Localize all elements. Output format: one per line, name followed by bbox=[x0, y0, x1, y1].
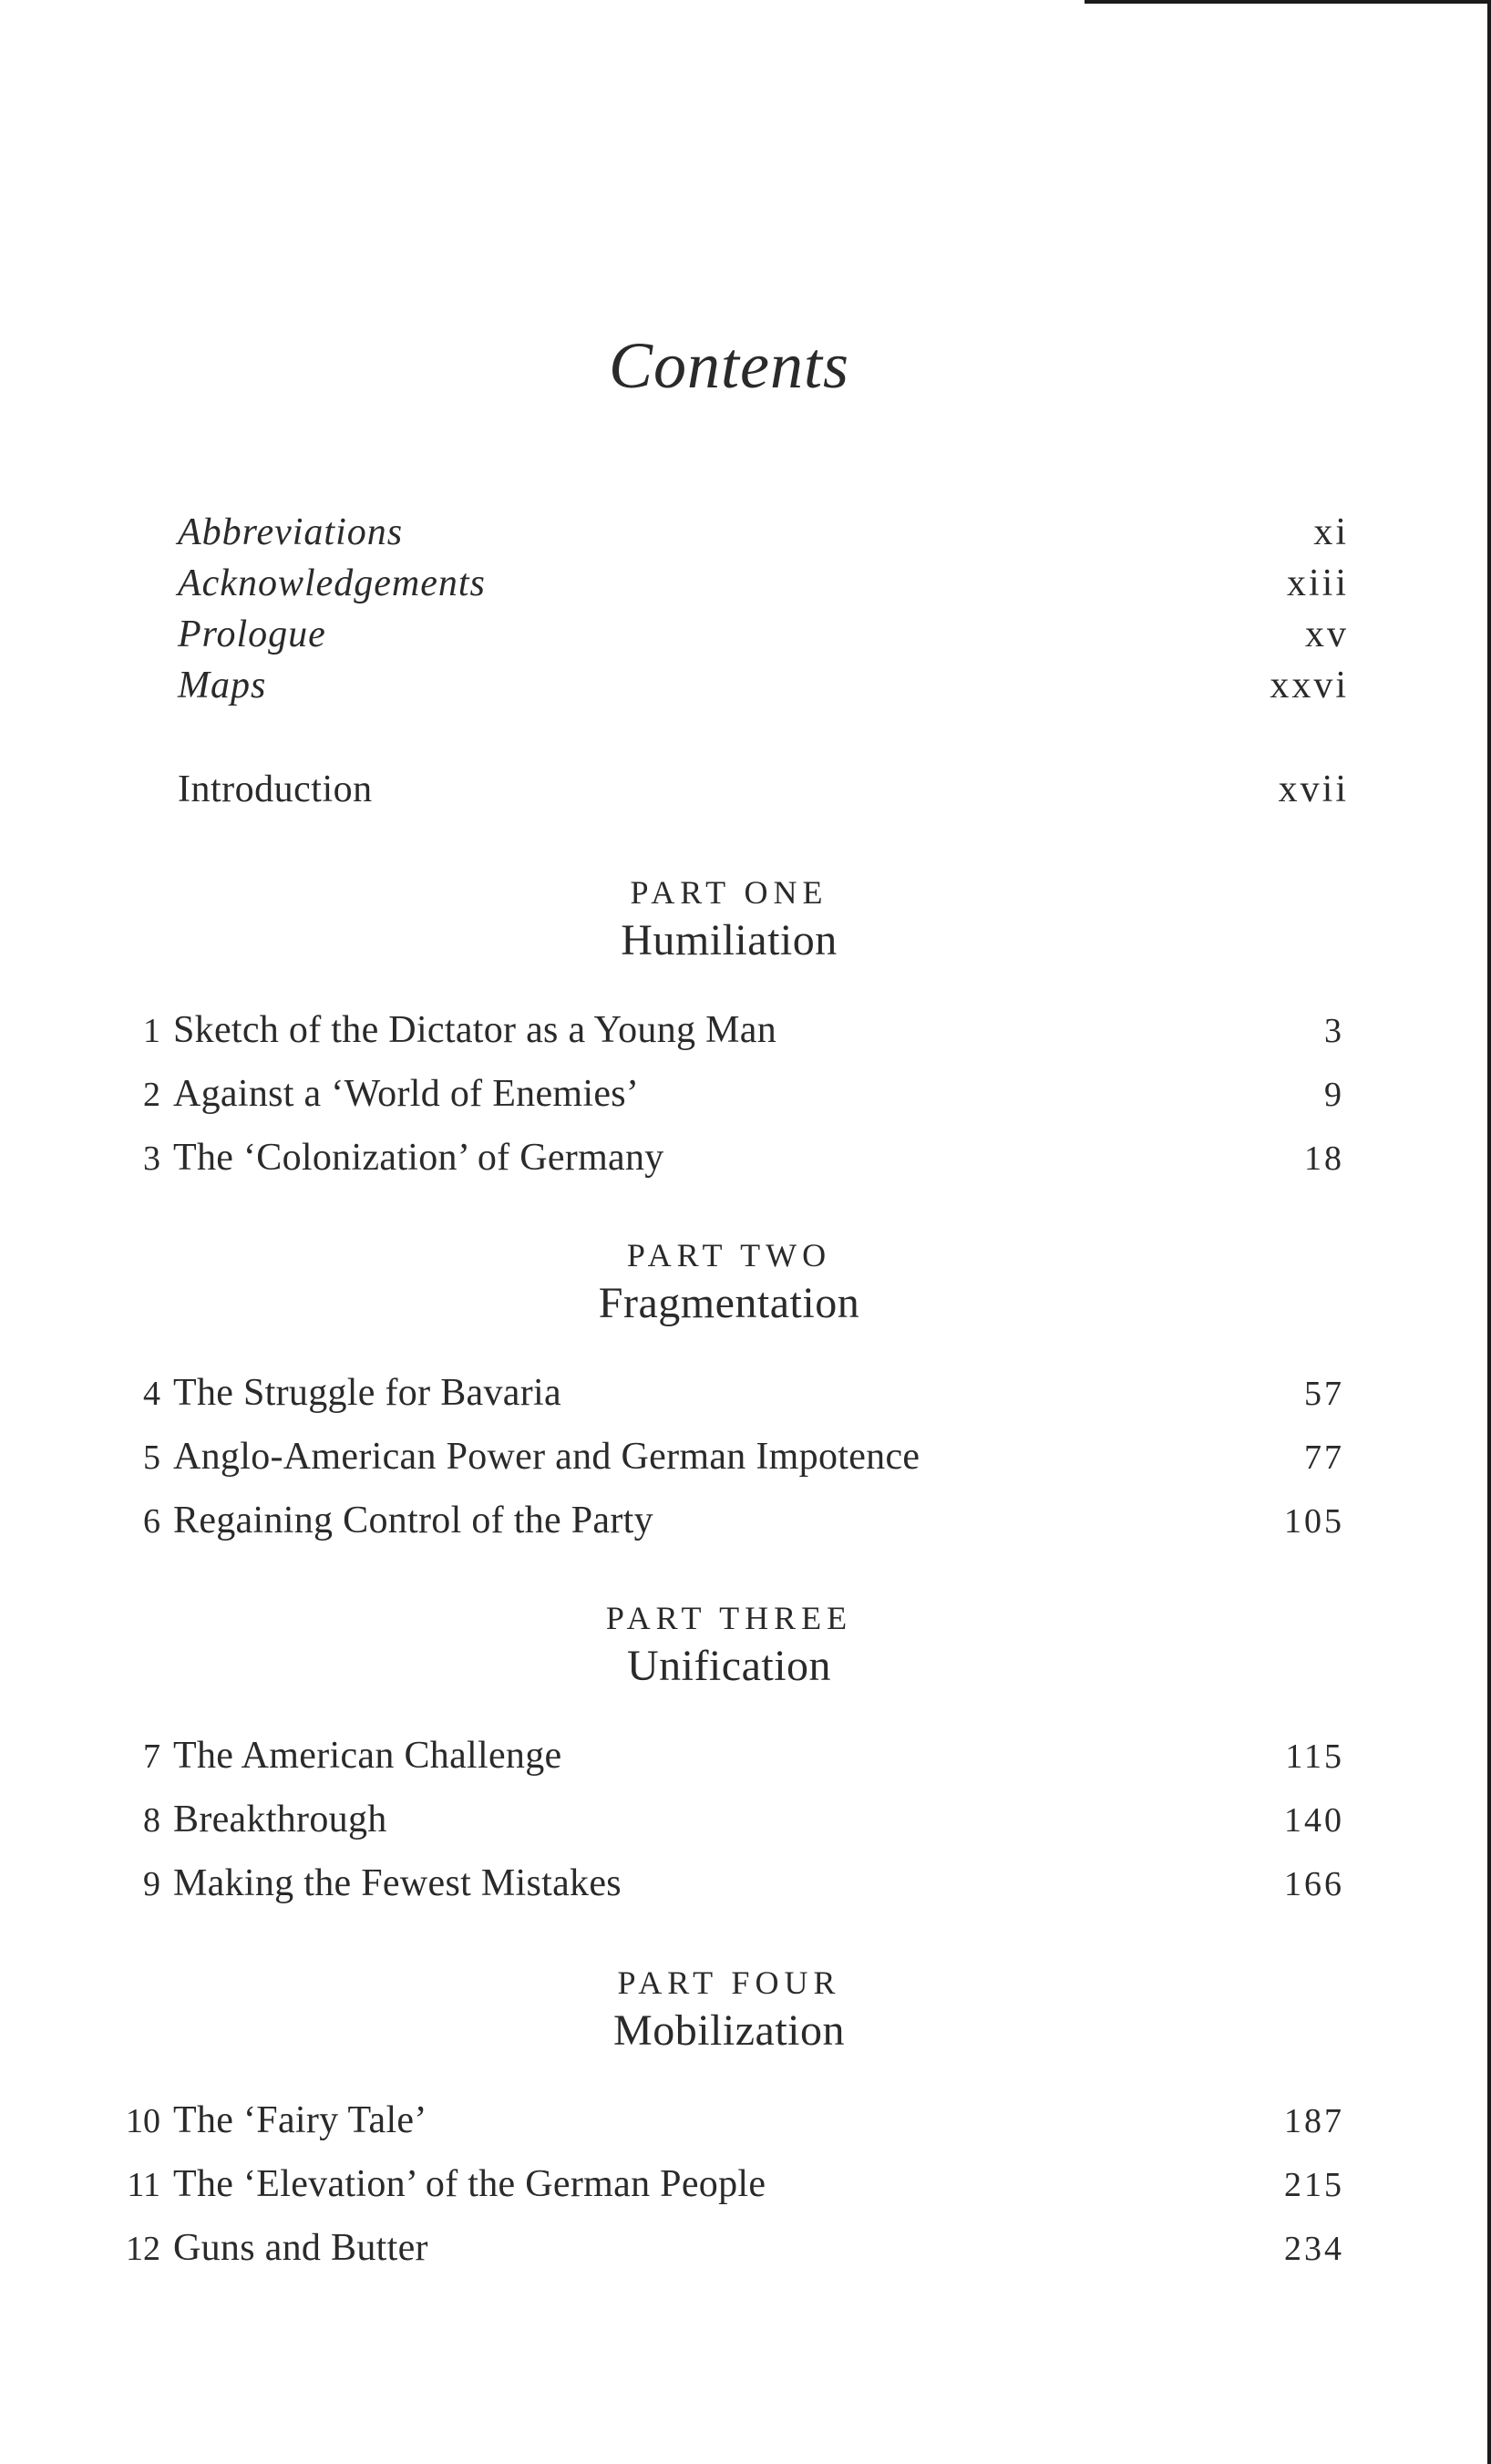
part-heading-one bbox=[0, 873, 1458, 965]
page-edge-right bbox=[1487, 0, 1491, 2464]
chapter-page: 187 bbox=[1284, 2102, 1344, 2140]
chapter-number: 12 bbox=[126, 2230, 160, 2268]
part-heading-three bbox=[0, 1599, 1458, 1691]
chapter-page: 57 bbox=[1304, 1375, 1344, 1413]
chapter-row bbox=[100, 1072, 1344, 1116]
part-label: PART ONE bbox=[630, 874, 828, 911]
chapter-row bbox=[100, 1861, 1344, 1905]
entry-page: xiii bbox=[1286, 562, 1349, 604]
chapter-row bbox=[100, 1435, 1344, 1479]
chapter-title: Regaining Control of the Party bbox=[173, 1500, 653, 1541]
toc-entry-introduction bbox=[178, 768, 1349, 811]
part-label: PART TWO bbox=[626, 1237, 832, 1273]
toc-entry-maps bbox=[178, 664, 1349, 707]
chapter-number: 1 bbox=[143, 1012, 160, 1050]
chapter-number: 6 bbox=[143, 1502, 160, 1541]
chapter-title: Against a ‘World of Enemies’ bbox=[173, 1073, 640, 1115]
chapter-row bbox=[100, 1734, 1344, 1778]
chapter-number: 10 bbox=[126, 2102, 160, 2140]
entry-label: Introduction bbox=[178, 768, 373, 810]
chapter-number: 3 bbox=[143, 1139, 160, 1178]
chapter-title: Making the Fewest Mistakes bbox=[173, 1862, 622, 1904]
chapter-title: The American Challenge bbox=[173, 1735, 562, 1777]
chapter-page: 105 bbox=[1284, 1502, 1344, 1541]
entry-label: Acknowledgements bbox=[178, 562, 486, 604]
chapter-number: 4 bbox=[143, 1375, 160, 1413]
chapter-number: 5 bbox=[143, 1438, 160, 1477]
chapter-number: 11 bbox=[127, 2166, 160, 2204]
part-heading-four bbox=[0, 1964, 1458, 2056]
entry-page: xv bbox=[1305, 613, 1349, 655]
chapter-row bbox=[100, 1008, 1344, 1052]
entry-page: xvii bbox=[1278, 768, 1349, 810]
chapter-row bbox=[100, 1371, 1344, 1415]
part-title: Fragmentation bbox=[598, 1279, 860, 1327]
part-heading-two bbox=[0, 1236, 1458, 1328]
chapter-title: Anglo-American Power and German Impotence bbox=[173, 1436, 920, 1478]
chapter-page: 115 bbox=[1285, 1737, 1344, 1776]
entry-label: Prologue bbox=[178, 613, 326, 655]
page-title: Contents bbox=[608, 329, 849, 402]
chapter-title: The ‘Fairy Tale’ bbox=[173, 2099, 427, 2141]
entry-label: Maps bbox=[178, 665, 267, 706]
chapter-title: Breakthrough bbox=[173, 1799, 387, 1840]
chapter-row bbox=[100, 1136, 1344, 1180]
chapter-page: 9 bbox=[1324, 1076, 1344, 1114]
chapter-number: 7 bbox=[143, 1737, 160, 1776]
chapter-row bbox=[100, 1499, 1344, 1542]
entry-page: xxvi bbox=[1270, 665, 1349, 706]
chapter-page: 3 bbox=[1324, 1012, 1344, 1050]
chapter-page: 215 bbox=[1284, 2166, 1344, 2204]
chapter-title: The ‘Colonization’ of Germany bbox=[173, 1137, 664, 1179]
chapter-row bbox=[100, 2162, 1344, 2206]
part-title: Unification bbox=[626, 1642, 832, 1690]
part-label: PART FOUR bbox=[617, 1964, 841, 2001]
chapter-row bbox=[100, 1798, 1344, 1841]
chapter-page: 166 bbox=[1284, 1865, 1344, 1903]
toc-entry-prologue bbox=[178, 613, 1349, 656]
chapter-title: The ‘Elevation’ of the German People bbox=[173, 2163, 766, 2205]
chapter-page: 140 bbox=[1284, 1801, 1344, 1840]
chapter-title: The Struggle for Bavaria bbox=[173, 1372, 561, 1414]
entry-label: Abbreviations bbox=[178, 511, 404, 553]
page-edge-top bbox=[1085, 0, 1491, 4]
part-label: PART THREE bbox=[605, 1600, 853, 1636]
chapter-number: 8 bbox=[143, 1801, 160, 1840]
chapter-page: 18 bbox=[1304, 1139, 1344, 1178]
chapter-number: 2 bbox=[143, 1076, 160, 1114]
toc-entry-acknowledgements bbox=[178, 562, 1349, 605]
entry-page: xi bbox=[1313, 511, 1349, 553]
part-title: Mobilization bbox=[613, 2006, 845, 2055]
chapter-row bbox=[100, 2098, 1344, 2142]
chapter-number: 9 bbox=[143, 1865, 160, 1903]
toc-entry-abbreviations bbox=[178, 510, 1349, 554]
chapter-row bbox=[100, 2226, 1344, 2270]
part-title: Humiliation bbox=[621, 916, 838, 964]
chapter-page: 77 bbox=[1304, 1438, 1344, 1477]
chapter-page: 234 bbox=[1284, 2230, 1344, 2268]
chapter-title: Guns and Butter bbox=[173, 2227, 428, 2269]
chapter-title: Sketch of the Dictator as a Young Man bbox=[173, 1009, 776, 1051]
